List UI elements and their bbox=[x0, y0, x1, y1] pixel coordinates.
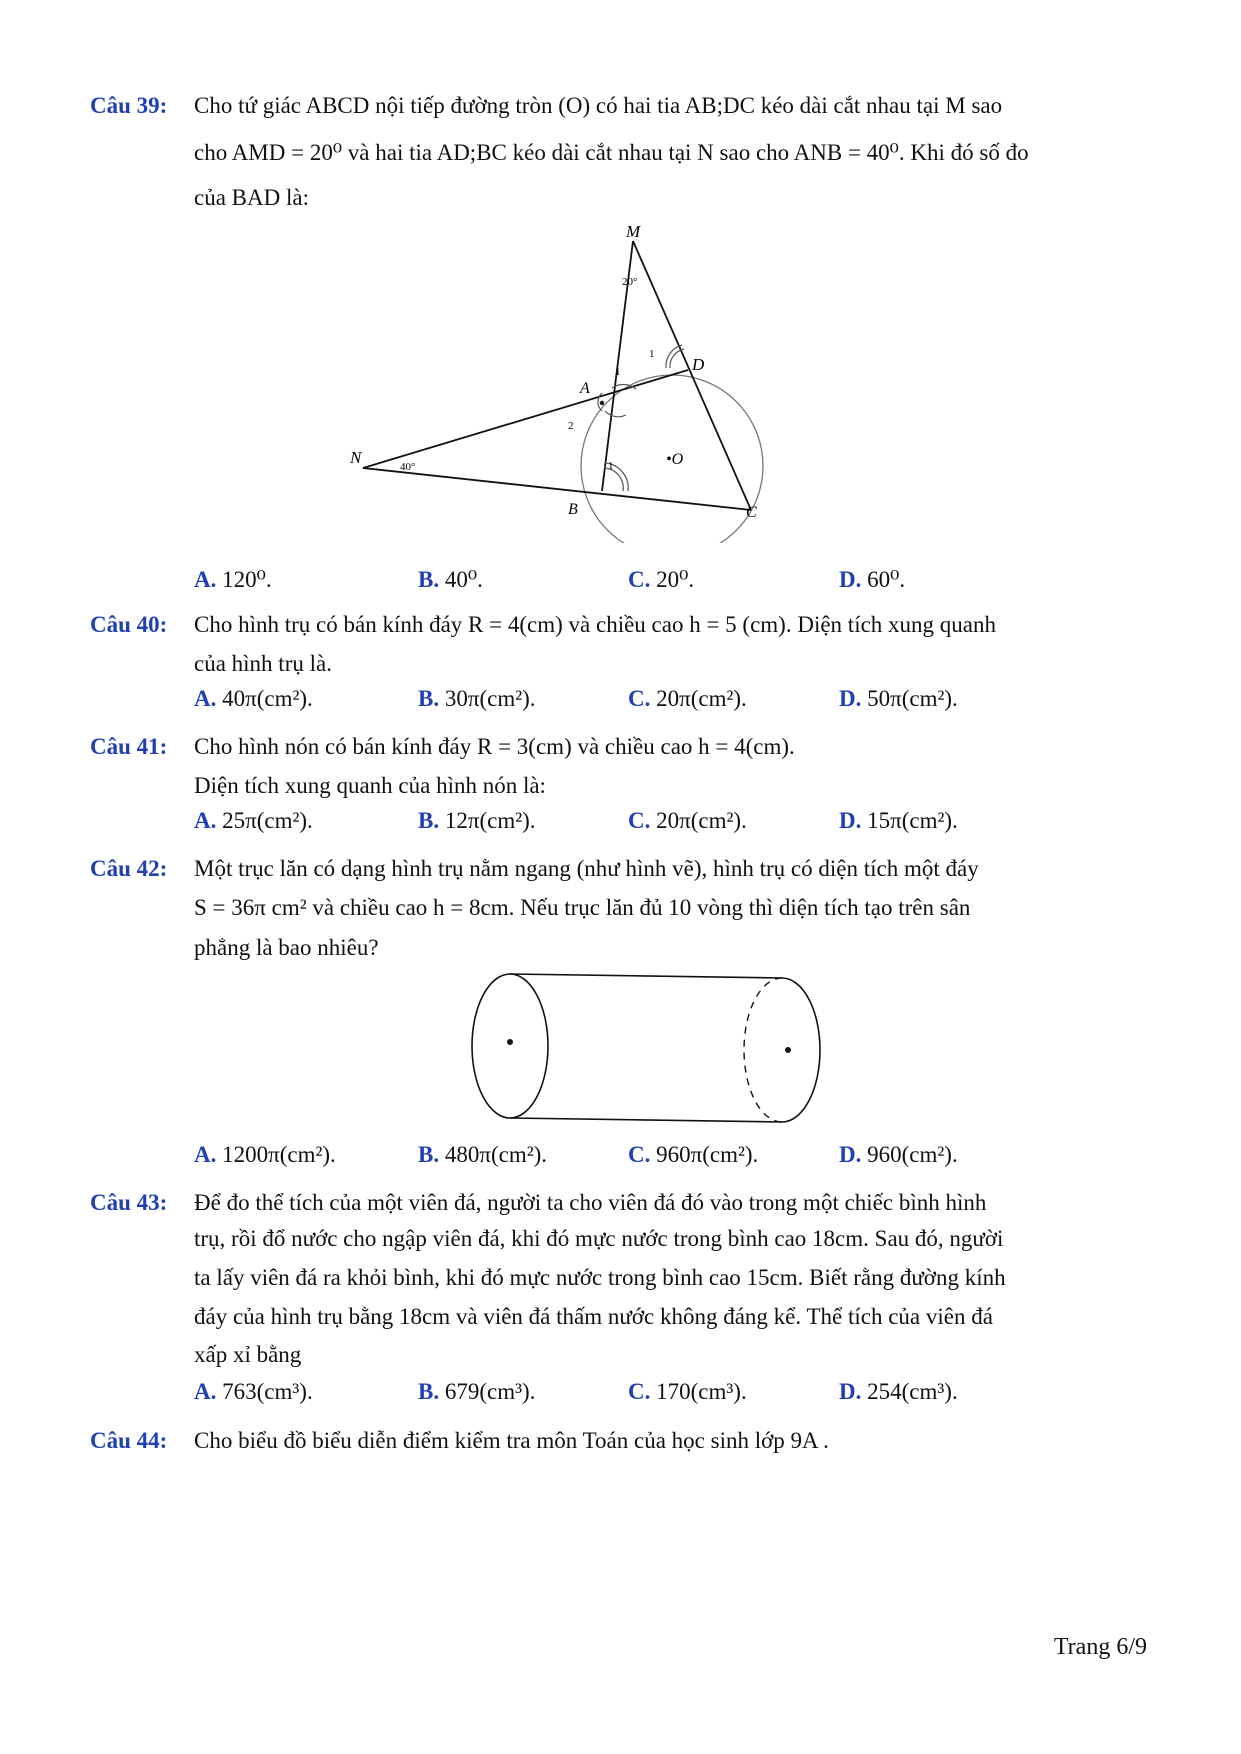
question-text-line: trụ, rồi đổ nước cho ngập viên đá, khi đó mực nước trong bình cao 18cm. Sau đó, người bbox=[194, 1226, 1004, 1251]
option-c[interactable]: C. 960π(cm²). bbox=[628, 1142, 759, 1167]
option-b[interactable]: B. 12π(cm²). bbox=[418, 808, 536, 833]
label-angle-m: 20° bbox=[622, 276, 638, 288]
option-b[interactable]: B. 40⁰. bbox=[418, 567, 483, 592]
question-text-line: của hình trụ là. bbox=[194, 651, 332, 676]
label-d: D bbox=[692, 355, 705, 374]
answer-options bbox=[194, 686, 1154, 726]
label-a1: 1 bbox=[615, 366, 621, 378]
label-a2: 2 bbox=[568, 420, 574, 432]
label-a: A bbox=[580, 380, 590, 397]
question-label: Câu 44: bbox=[90, 1428, 168, 1453]
option-a[interactable]: A. 120⁰. bbox=[194, 567, 272, 592]
line-nc bbox=[363, 468, 751, 510]
label-o: •O bbox=[666, 451, 684, 468]
cylinder-left-base bbox=[472, 974, 548, 1118]
cylinder-right-base-hidden bbox=[744, 978, 782, 1122]
page-number: Trang 6/9 bbox=[1053, 1634, 1147, 1660]
option-a[interactable]: A. 25π(cm²). bbox=[194, 808, 313, 833]
center-dot-left bbox=[507, 1039, 513, 1045]
question-label: Câu 42: bbox=[90, 856, 168, 881]
option-b[interactable]: B. 480π(cm²). bbox=[418, 1142, 548, 1167]
cylinder-figure bbox=[460, 971, 880, 1141]
geometry-figure bbox=[340, 223, 780, 543]
question-text-line: Cho hình nón có bán kính đáy R = 3(cm) và chiều cao h = 4(cm). bbox=[194, 734, 795, 759]
question-label: Câu 43: bbox=[90, 1190, 168, 1215]
question-text-line: Một trục lăn có dạng hình trụ nằm ngang (như hình vẽ), hình trụ có diện tích một đáy bbox=[194, 856, 979, 881]
question-label: Câu 39: bbox=[90, 93, 168, 118]
label-c: C bbox=[746, 504, 757, 521]
question-text-line: Để đo thể tích của một viên đá, người ta cho viên đá đó vào trong một chiếc bình hình bbox=[194, 1190, 987, 1215]
answer-options bbox=[194, 808, 1154, 848]
option-c[interactable]: C. 20π(cm²). bbox=[628, 686, 747, 711]
answer-options bbox=[194, 1379, 1154, 1419]
question-text-line: Cho tứ giác ABCD nội tiếp đường tròn (O) có hai tia AB;DC kéo dài cắt nhau tại M sao bbox=[194, 93, 1003, 118]
question-text-line: của BAD là: bbox=[194, 185, 309, 210]
center-dot-right bbox=[785, 1047, 791, 1053]
question-text-line: ta lấy viên đá ra khỏi bình, khi đó mực nước trong bình cao 15cm. Biết rằng đường kính bbox=[194, 1265, 1006, 1290]
line-nd bbox=[363, 370, 688, 468]
option-d[interactable]: D. 60⁰. bbox=[839, 567, 906, 592]
label-b: B bbox=[568, 501, 578, 518]
question-text-line: cho AMD = 20⁰ và hai tia AD;BC kéo dài cắt nhau tại N sao cho ANB = 40⁰. Khi đó số đo bbox=[194, 140, 1029, 165]
option-c[interactable]: C. 170(cm³). bbox=[628, 1379, 747, 1404]
question-39 bbox=[90, 93, 1160, 653]
question-41 bbox=[90, 734, 1160, 844]
question-40 bbox=[90, 612, 1160, 722]
label-m: M bbox=[626, 223, 641, 241]
option-a[interactable]: A. 763(cm³). bbox=[194, 1379, 313, 1404]
label-angle-n: 40° bbox=[400, 461, 416, 473]
label-d1: 1 bbox=[649, 348, 655, 360]
option-a[interactable]: A. 1200π(cm²). bbox=[194, 1142, 336, 1167]
option-d[interactable]: D. 50π(cm²). bbox=[839, 686, 958, 711]
option-c[interactable]: C. 20⁰. bbox=[628, 567, 695, 592]
line-mc bbox=[633, 241, 751, 510]
question-text-line: Diện tích xung quanh của hình nón là: bbox=[194, 773, 546, 798]
option-a[interactable]: A. 40π(cm²). bbox=[194, 686, 313, 711]
option-d[interactable]: D. 15π(cm²). bbox=[839, 808, 958, 833]
label-n: N bbox=[350, 448, 362, 467]
question-43 bbox=[90, 1190, 1160, 1420]
option-d[interactable]: D. 254(cm³). bbox=[839, 1379, 958, 1404]
answer-options bbox=[194, 1142, 1154, 1182]
question-label: Câu 41: bbox=[90, 734, 168, 759]
option-b[interactable]: B. 679(cm³). bbox=[418, 1379, 536, 1404]
question-text-line: Cho hình trụ có bán kính đáy R = 4(cm) và chiều cao h = 5 (cm). Diện tích xung quanh bbox=[194, 612, 997, 637]
answer-options bbox=[194, 567, 1154, 607]
question-text-line: Cho biểu đồ biểu diễn điểm kiểm tra môn Toán của học sinh lớp 9A . bbox=[194, 1428, 829, 1453]
question-text-line: đáy của hình trụ bằng 18cm và viên đá thấm nước không đáng kể. Thể tích của viên đá bbox=[194, 1304, 993, 1329]
question-text-line: phẳng là bao nhiêu? bbox=[194, 935, 379, 960]
label-b1: 1 bbox=[608, 460, 614, 472]
question-text-line: xấp xỉ bằng bbox=[194, 1342, 302, 1367]
question-44 bbox=[90, 1428, 1160, 1468]
option-c[interactable]: C. 20π(cm²). bbox=[628, 808, 747, 833]
question-label: Câu 40: bbox=[90, 612, 168, 637]
question-text-line: S = 36π cm² và chiều cao h = 8cm. Nếu trục lăn đủ 10 vòng thì diện tích tạo trên sân bbox=[194, 895, 971, 920]
option-b[interactable]: B. 30π(cm²). bbox=[418, 686, 536, 711]
option-d[interactable]: D. 960(cm²). bbox=[839, 1142, 958, 1167]
